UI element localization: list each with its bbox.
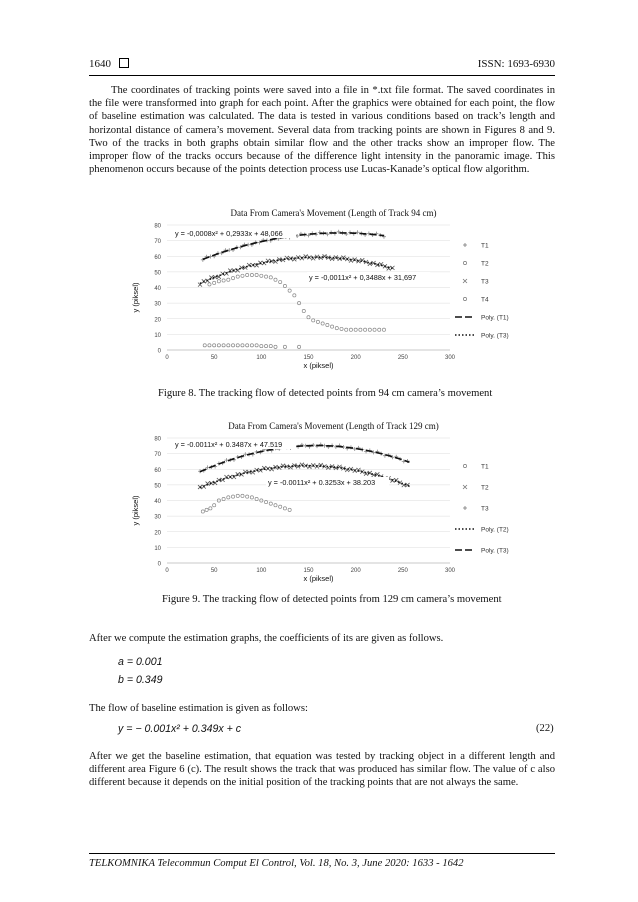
x-tick-label: 100 (256, 355, 267, 361)
data-point (236, 275, 239, 278)
chart-title: Data From Camera's Movement (Length of Track 129 cm) (228, 421, 439, 431)
y-tick-label: 30 (154, 301, 161, 308)
y-tick-label: 70 (154, 452, 161, 459)
data-point (222, 497, 225, 500)
figure9-chart (130, 418, 525, 583)
page-number (89, 58, 129, 70)
data-point (250, 273, 253, 276)
data-point (260, 274, 263, 277)
x-tick-label: 0 (165, 355, 169, 361)
data-point (222, 279, 225, 282)
data-point (250, 496, 253, 499)
legend (455, 243, 509, 340)
trendline-equation: y = -0,0008x² + 0,2933x + 48,066 (175, 229, 283, 238)
data-point (340, 327, 343, 330)
trendline-equation: y = -0.0011x² + 0.3253x + 38.203 (268, 478, 376, 487)
legend-item (463, 297, 489, 304)
chart-title: Data From Camera's Movement (Length of Track 94 cm) (230, 208, 437, 218)
data-point (312, 319, 315, 322)
journal-footer: TELKOMNIKA Telecommun Comput El Control, Vol. 18, No. 3, June 2020: 1633 - 1642 (89, 858, 464, 869)
data-point (208, 344, 211, 347)
legend-item (455, 548, 509, 555)
legend-marker (463, 243, 467, 247)
data-point (227, 278, 230, 281)
data-point (208, 283, 211, 286)
legend-item (455, 315, 509, 322)
data-point (203, 344, 206, 347)
final-paragraph: After we get the baseline estimation, that equation was tested by tracking object in a different length and different area Figure 6 (c). The result shows the track that was produced has similar flow. The value of c also different because it depends on the initial position of the tracking points that are not always the same. (89, 751, 555, 789)
x-tick-label: 200 (350, 355, 361, 361)
legend-item (455, 333, 509, 340)
x-tick-label: 200 (350, 568, 361, 574)
data-point (236, 494, 239, 497)
y-tick-label: 30 (154, 514, 161, 521)
legend-marker (463, 261, 466, 264)
data-point (335, 327, 338, 330)
legend-item (463, 279, 489, 286)
data-point (269, 502, 272, 505)
y-axis-label: y (piksel) (131, 282, 140, 313)
y-tick-label: 10 (154, 545, 161, 552)
series-t1 (201, 494, 291, 513)
data-point (321, 322, 324, 325)
y-tick-label: 70 (154, 239, 161, 246)
y-tick-label: 10 (154, 332, 161, 339)
x-axis-label: x (piksel) (303, 574, 334, 583)
flow-text: The flow of baseline estimation is given as follows: (89, 703, 308, 714)
legend-label: Poly. (T2) (481, 526, 509, 534)
data-point (260, 344, 263, 347)
y-tick-label: 0 (157, 561, 161, 568)
data-point (201, 510, 204, 513)
data-point (288, 289, 291, 292)
data-point (283, 507, 286, 510)
trendline-equation: y = -0.0011x² + 0.3487x + 47.519 (175, 440, 283, 449)
data-point (382, 328, 385, 331)
legend-label: Poly. (T3) (481, 332, 509, 340)
figure8-chart (130, 205, 525, 370)
y-tick-label: 80 (154, 223, 161, 230)
x-tick-label: 150 (303, 355, 314, 361)
x-tick-label: 0 (165, 568, 169, 574)
data-point (246, 495, 249, 498)
x-tick-label: 250 (397, 355, 408, 361)
data-point (279, 505, 282, 508)
data-point (274, 504, 277, 507)
x-tick-label: 100 (256, 568, 267, 574)
data-point (307, 316, 310, 319)
figure9-caption: Figure 9. The tracking flow of detected points from 129 cm camera’s movement (162, 594, 502, 605)
data-point (231, 277, 234, 280)
legend-item (463, 485, 489, 492)
after-text: After we compute the estimation graphs, the coefficients of its are given as follows. (89, 633, 444, 644)
data-point (209, 507, 212, 510)
y-tick-label: 20 (154, 317, 161, 324)
x-tick-label: 50 (210, 355, 218, 361)
data-point (293, 294, 296, 297)
data-point (255, 344, 258, 347)
data-point (213, 344, 216, 347)
data-point (217, 344, 220, 347)
page-number-text: 1640 (89, 58, 111, 70)
data-point (349, 328, 352, 331)
trendline-equation: y = -0,0011x² + 0,3488x + 31,697 (309, 273, 417, 282)
data-point (368, 328, 371, 331)
y-tick-label: 50 (154, 483, 161, 490)
x-tick-label: 150 (303, 568, 314, 574)
data-point (302, 309, 305, 312)
legend-marker (463, 297, 466, 300)
data-point (288, 508, 291, 511)
data-point (227, 496, 230, 499)
legend-label: T2 (481, 484, 489, 492)
y-axis-label: y (piksel) (131, 495, 140, 526)
legend-item (463, 506, 489, 513)
legend-marker (463, 506, 467, 510)
legend-marker (463, 279, 467, 283)
data-point (269, 344, 272, 347)
data-point (345, 328, 348, 331)
y-tick-label: 40 (154, 499, 161, 505)
data-point (326, 323, 329, 326)
data-point (213, 281, 216, 284)
legend-item (463, 261, 489, 268)
x-tick-label: 50 (210, 568, 218, 574)
y-tick-label: 80 (154, 436, 161, 443)
y-tick-label: 50 (154, 270, 161, 277)
y-tick-label: 20 (154, 530, 161, 537)
data-point (246, 273, 249, 276)
footer-rule (89, 853, 555, 854)
data-point (354, 328, 357, 331)
data-point (231, 344, 234, 347)
data-point (316, 320, 319, 323)
data-point (222, 344, 225, 347)
y-tick-label: 40 (154, 286, 161, 292)
legend-label: Poly. (T1) (481, 314, 509, 322)
legend-label: Poly. (T3) (481, 547, 509, 555)
legend-label: T1 (481, 242, 489, 250)
data-point (213, 504, 216, 507)
legend-label: T2 (481, 260, 489, 268)
legend-item (455, 527, 509, 534)
data-point (205, 508, 208, 511)
data-point (279, 280, 282, 283)
legend-marker (463, 464, 466, 467)
series-t4 (203, 344, 301, 349)
data-point (283, 345, 286, 348)
data-point (330, 325, 333, 328)
data-point (241, 274, 244, 277)
y-tick-label: 60 (154, 254, 161, 261)
issn: ISSN: 1693-6930 (477, 58, 555, 70)
data-point (227, 344, 230, 347)
data-point (297, 345, 300, 348)
page-header (89, 58, 555, 74)
x-tick-label: 300 (444, 568, 456, 574)
data-point (274, 278, 277, 281)
data-point (283, 284, 286, 287)
legend-item (463, 464, 489, 471)
legend-item (463, 243, 489, 250)
data-point (241, 344, 244, 347)
equation-number: (22) (536, 723, 554, 734)
data-point (269, 276, 272, 279)
data-point (255, 273, 258, 276)
legend (455, 464, 509, 555)
coefficient-b: b = 0.349 (118, 674, 163, 686)
data-point (378, 328, 381, 331)
data-point (255, 497, 258, 500)
header-rule (89, 75, 555, 76)
legend-label: T1 (481, 463, 489, 471)
data-point (264, 275, 267, 278)
data-point (241, 494, 244, 497)
legend-label: T3 (481, 505, 489, 513)
data-point (364, 328, 367, 331)
data-point (231, 495, 234, 498)
baseline-equation: y = − 0.001x² + 0.349x + c (118, 723, 242, 735)
y-tick-label: 60 (154, 467, 161, 474)
square-icon (119, 58, 129, 68)
x-axis-label: x (piksel) (303, 361, 334, 370)
trendline (200, 446, 409, 472)
data-point (250, 344, 253, 347)
data-point (274, 345, 277, 348)
data-point (217, 280, 220, 283)
intro-paragraph: The coordinates of tracking points were saved into a file in *.txt file format. The saved coordinates in the file were transformed into graph for each point. After the graphics were obtained for each point, the flow of baseline estimation was calculated. The data is tested in various conditions based on track’s length and horizontal distance of camera’s movement. Several data from tracking points are shown in Figures 8 and 9. Two of the tracks in both graphs obtain similar flow and the other tracks show an improper flow. The improper flow of the tracks occurs because of the difference light intensity in the panoramic image. This phenomenon occurs because of the points detection process use Lucas-Kanade’s optical flow algorithm. (89, 85, 555, 176)
coefficient-a: a = 0.001 (118, 656, 163, 668)
data-point (264, 500, 267, 503)
legend-label: T3 (481, 278, 489, 286)
series-t2 (208, 273, 386, 331)
x-tick-label: 250 (397, 568, 408, 574)
data-point (359, 328, 362, 331)
data-point (264, 344, 267, 347)
data-point (373, 328, 376, 331)
x-tick-label: 300 (444, 355, 456, 361)
data-point (236, 344, 239, 347)
legend-marker (463, 485, 467, 489)
legend-label: T4 (481, 296, 489, 304)
figure8-caption: Figure 8. The tracking flow of detected points from 94 cm camera’s movement (158, 388, 493, 399)
data-point (246, 344, 249, 347)
y-tick-label: 0 (157, 348, 161, 355)
